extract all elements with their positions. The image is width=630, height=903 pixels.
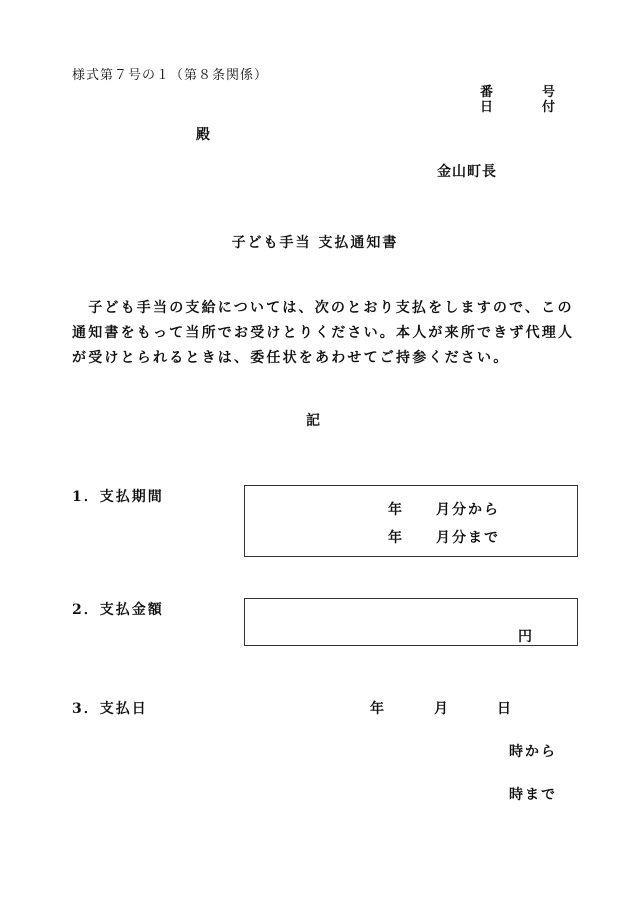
date-label-right: 付 — [541, 100, 555, 115]
ki-heading: 記 — [306, 413, 320, 429]
body-line-3: が受けとられるときは、委任状をあわせてご持参ください。 — [72, 350, 510, 366]
sender-name: 金山町長 — [437, 164, 497, 180]
date-month: 月 — [434, 701, 448, 717]
amount-label: 2．支払金額 — [72, 602, 164, 618]
period-label: 1．支払期間 — [72, 489, 164, 505]
date-day: 日 — [497, 701, 511, 717]
body-paragraph — [72, 296, 575, 371]
number-label-left: 番 — [480, 85, 494, 100]
time-from: 時から — [509, 744, 557, 760]
body-line-1: 子ども手当の支給については、次のとおり支払をしますので、この — [72, 300, 574, 316]
period-from-year: 年 — [388, 502, 404, 518]
period-to-year: 年 — [388, 530, 404, 546]
form-number: 様式第７号の１（第８条関係） — [72, 68, 269, 83]
period-from-month: 月分から — [436, 502, 500, 518]
period-box — [244, 485, 578, 557]
date-label: 3．支払日 — [72, 701, 148, 717]
document-title: 子ども手当 支払通知書 — [231, 235, 399, 251]
amount-box — [244, 598, 578, 646]
addressee-honorific: 殿 — [196, 127, 210, 143]
amount-unit: 円 — [518, 629, 534, 645]
date-year: 年 — [370, 701, 384, 717]
date-label-left: 日 — [480, 100, 494, 115]
time-to: 時まで — [509, 787, 557, 803]
number-label-right: 号 — [541, 85, 555, 100]
body-line-2: 通知書をもって当所でお受けとりください。本人が来所できず代理人 — [72, 325, 575, 341]
period-to-month: 月分まで — [436, 530, 500, 546]
